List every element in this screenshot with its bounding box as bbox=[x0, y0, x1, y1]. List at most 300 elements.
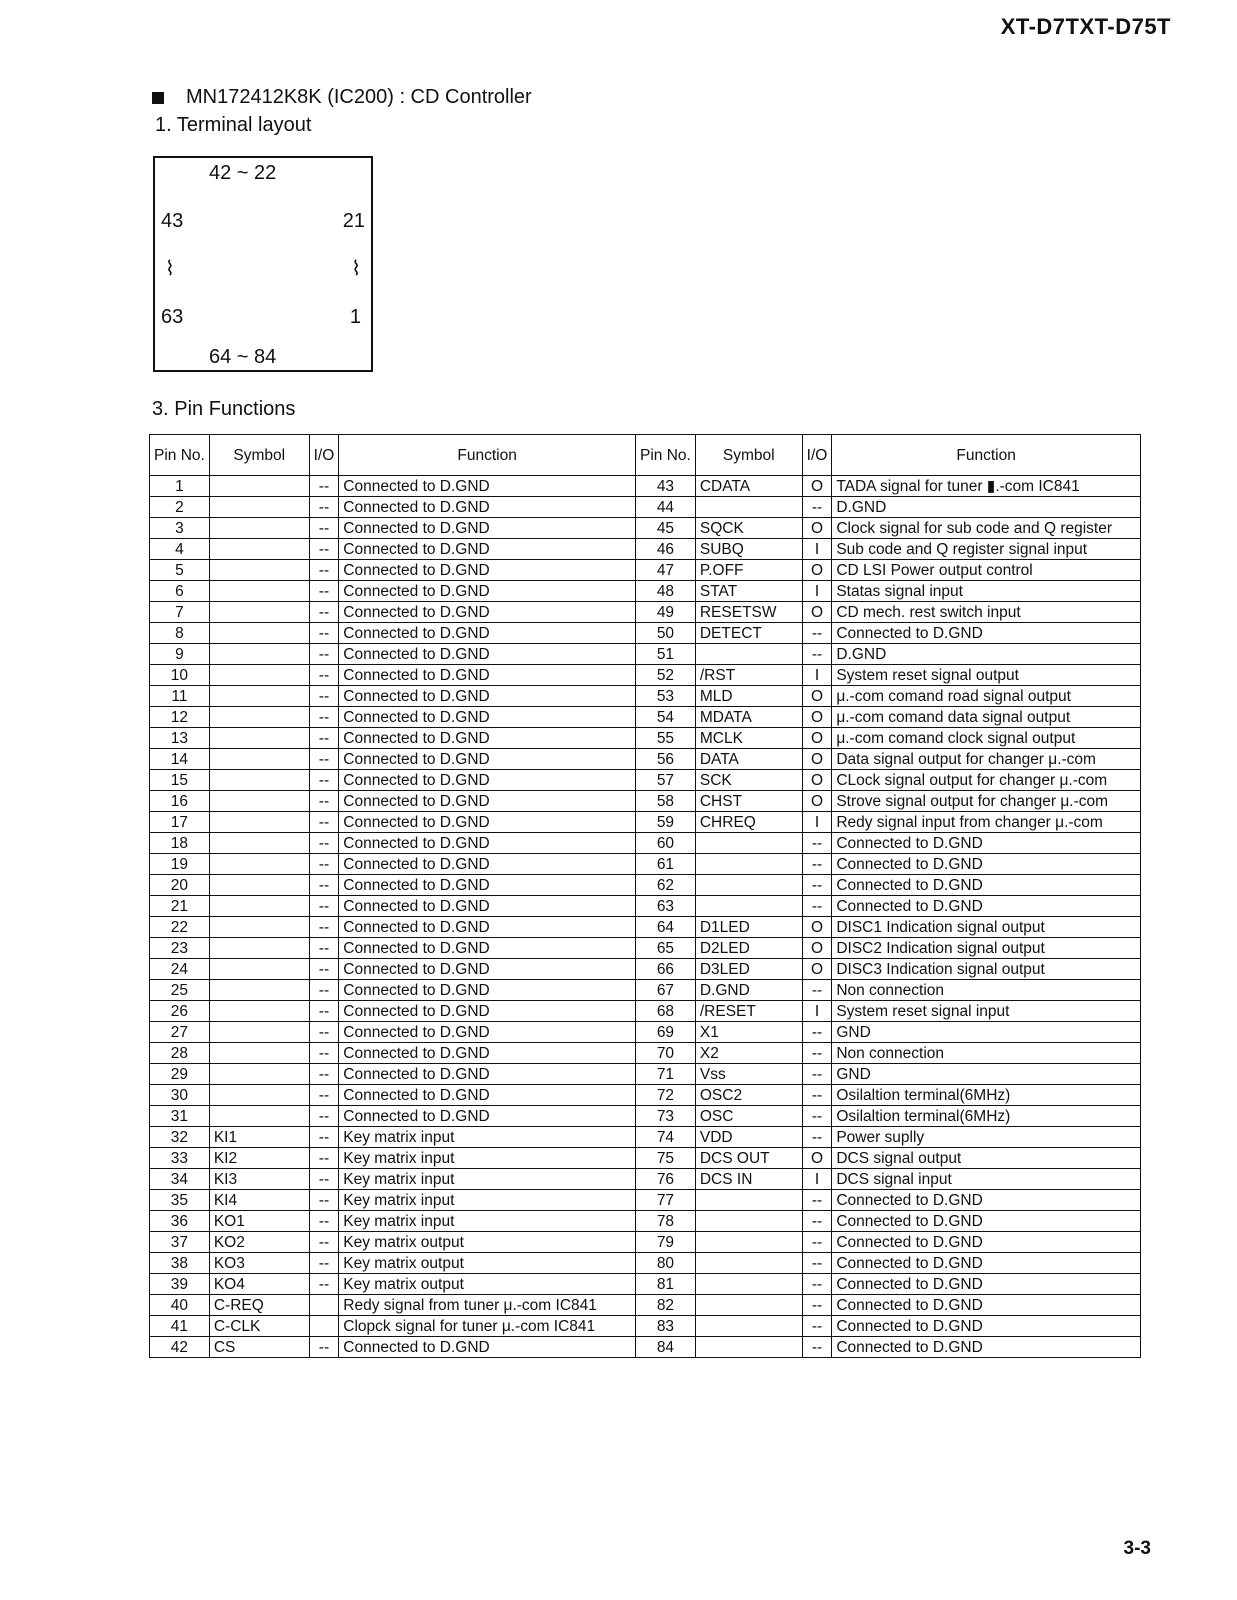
function-cell: Connected to D.GND bbox=[339, 497, 636, 518]
io-cell: O bbox=[802, 686, 832, 707]
pin-number-cell: 72 bbox=[636, 1085, 696, 1106]
pin-number-cell: 6 bbox=[150, 581, 210, 602]
table-row bbox=[150, 749, 1141, 770]
function-cell: Redy signal from tuner μ.-com IC841 bbox=[339, 1295, 636, 1316]
symbol-cell bbox=[695, 1295, 802, 1316]
io-cell: -- bbox=[802, 1064, 832, 1085]
symbol-cell bbox=[695, 854, 802, 875]
io-cell: -- bbox=[309, 1001, 339, 1022]
table-row bbox=[150, 728, 1141, 749]
io-cell: -- bbox=[802, 623, 832, 644]
function-cell: GND bbox=[832, 1022, 1141, 1043]
table-row bbox=[150, 1106, 1141, 1127]
pin-number-cell: 12 bbox=[150, 707, 210, 728]
function-cell: GND bbox=[832, 1064, 1141, 1085]
table-row bbox=[150, 854, 1141, 875]
symbol-cell bbox=[209, 791, 309, 812]
pin-number-cell: 40 bbox=[150, 1295, 210, 1316]
pin-number-cell: 34 bbox=[150, 1169, 210, 1190]
function-cell: Connected to D.GND bbox=[339, 539, 636, 560]
pin-number-cell: 14 bbox=[150, 749, 210, 770]
table-row bbox=[150, 560, 1141, 581]
layout-right-bottom: 1 bbox=[349, 306, 361, 328]
symbol-cell: SQCK bbox=[695, 518, 802, 539]
symbol-cell bbox=[695, 1211, 802, 1232]
header-symbol: Symbol bbox=[209, 435, 309, 476]
io-cell: -- bbox=[802, 875, 832, 896]
table-row bbox=[150, 497, 1141, 518]
io-cell: -- bbox=[802, 896, 832, 917]
pin-number-cell: 9 bbox=[150, 644, 210, 665]
function-cell: Osilaltion terminal(6MHz) bbox=[832, 1085, 1141, 1106]
symbol-cell: Vss bbox=[695, 1064, 802, 1085]
table-row bbox=[150, 917, 1141, 938]
function-cell: Connected to D.GND bbox=[832, 623, 1141, 644]
symbol-cell bbox=[209, 476, 309, 497]
model-title: XT-D7TXT-D75T bbox=[1000, 14, 1171, 39]
symbol-cell bbox=[209, 1106, 309, 1127]
table-row bbox=[150, 476, 1141, 497]
pin-number-cell: 76 bbox=[636, 1169, 696, 1190]
pin-number-cell: 33 bbox=[150, 1148, 210, 1169]
symbol-cell: C-REQ bbox=[209, 1295, 309, 1316]
io-cell: -- bbox=[802, 1106, 832, 1127]
function-cell: TADA signal for tuner ▮.-com IC841 bbox=[832, 476, 1141, 497]
function-cell: Sub code and Q register signal input bbox=[832, 539, 1141, 560]
io-cell: I bbox=[802, 539, 832, 560]
pin-number-cell: 38 bbox=[150, 1253, 210, 1274]
function-cell: Connected to D.GND bbox=[339, 812, 636, 833]
pin-number-cell: 59 bbox=[636, 812, 696, 833]
pin-number-cell: 77 bbox=[636, 1190, 696, 1211]
pin-number-cell: 28 bbox=[150, 1043, 210, 1064]
pin-number-cell: 82 bbox=[636, 1295, 696, 1316]
io-cell: -- bbox=[309, 1085, 339, 1106]
pin-number-cell: 71 bbox=[636, 1064, 696, 1085]
io-cell: -- bbox=[309, 497, 339, 518]
function-cell: Power suplly bbox=[832, 1127, 1141, 1148]
pin-number-cell: 66 bbox=[636, 959, 696, 980]
io-cell: -- bbox=[309, 1274, 339, 1295]
function-cell: Connected to D.GND bbox=[339, 791, 636, 812]
table-row bbox=[150, 602, 1141, 623]
table-row bbox=[150, 665, 1141, 686]
symbol-cell: CS bbox=[209, 1337, 309, 1358]
io-cell: -- bbox=[309, 1232, 339, 1253]
io-cell: -- bbox=[309, 833, 339, 854]
pin-number-cell: 69 bbox=[636, 1022, 696, 1043]
symbol-cell: KI2 bbox=[209, 1148, 309, 1169]
io-cell: -- bbox=[309, 623, 339, 644]
function-cell: Connected to D.GND bbox=[339, 1001, 636, 1022]
function-cell: Data signal output for changer μ.-com bbox=[832, 749, 1141, 770]
io-cell: -- bbox=[309, 1064, 339, 1085]
function-cell: Connected to D.GND bbox=[832, 1337, 1141, 1358]
function-cell: Redy signal input from changer μ.-com bbox=[832, 812, 1141, 833]
symbol-cell: D.GND bbox=[695, 980, 802, 1001]
symbol-cell bbox=[209, 1064, 309, 1085]
symbol-cell: /RST bbox=[695, 665, 802, 686]
io-cell: O bbox=[802, 749, 832, 770]
function-cell: Connected to D.GND bbox=[832, 854, 1141, 875]
symbol-cell bbox=[209, 1022, 309, 1043]
function-cell: Connected to D.GND bbox=[339, 707, 636, 728]
function-cell: Connected to D.GND bbox=[339, 896, 636, 917]
symbol-cell bbox=[209, 1085, 309, 1106]
pin-number-cell: 23 bbox=[150, 938, 210, 959]
io-cell: -- bbox=[309, 665, 339, 686]
pin-number-cell: 57 bbox=[636, 770, 696, 791]
pin-number-cell: 61 bbox=[636, 854, 696, 875]
function-cell: Connected to D.GND bbox=[339, 854, 636, 875]
table-row bbox=[150, 1148, 1141, 1169]
table-row bbox=[150, 791, 1141, 812]
symbol-cell bbox=[695, 1274, 802, 1295]
io-cell: -- bbox=[802, 497, 832, 518]
symbol-cell: KI3 bbox=[209, 1169, 309, 1190]
function-cell: Key matrix input bbox=[339, 1169, 636, 1190]
function-cell: Connected to D.GND bbox=[832, 1295, 1141, 1316]
io-cell: -- bbox=[309, 791, 339, 812]
io-cell: -- bbox=[309, 959, 339, 980]
io-cell: -- bbox=[309, 476, 339, 497]
io-cell: -- bbox=[309, 644, 339, 665]
header-io: I/O bbox=[309, 435, 339, 476]
table-row bbox=[150, 1274, 1141, 1295]
layout-right-ellipsis-icon: ⌇ bbox=[351, 258, 361, 280]
io-cell: -- bbox=[802, 1274, 832, 1295]
io-cell: O bbox=[802, 728, 832, 749]
pin-number-cell: 83 bbox=[636, 1316, 696, 1337]
symbol-cell: DCS IN bbox=[695, 1169, 802, 1190]
table-row bbox=[150, 959, 1141, 980]
function-cell: Connected to D.GND bbox=[832, 875, 1141, 896]
function-cell: Connected to D.GND bbox=[339, 1022, 636, 1043]
io-cell: I bbox=[802, 665, 832, 686]
symbol-cell bbox=[209, 1001, 309, 1022]
symbol-cell: SCK bbox=[695, 770, 802, 791]
table-row bbox=[150, 707, 1141, 728]
header-function: Function bbox=[832, 435, 1141, 476]
function-cell: μ.-com comand data signal output bbox=[832, 707, 1141, 728]
function-cell: System reset signal input bbox=[832, 1001, 1141, 1022]
symbol-cell bbox=[695, 644, 802, 665]
io-cell: -- bbox=[309, 917, 339, 938]
symbol-cell bbox=[209, 602, 309, 623]
header-pin: Pin No. bbox=[150, 435, 210, 476]
symbol-cell bbox=[209, 749, 309, 770]
function-cell: Connected to D.GND bbox=[832, 1274, 1141, 1295]
io-cell: I bbox=[802, 581, 832, 602]
pin-number-cell: 68 bbox=[636, 1001, 696, 1022]
function-cell: D.GND bbox=[832, 644, 1141, 665]
symbol-cell bbox=[209, 518, 309, 539]
function-cell: Connected to D.GND bbox=[339, 980, 636, 1001]
function-cell: Connected to D.GND bbox=[339, 1085, 636, 1106]
pin-number-cell: 15 bbox=[150, 770, 210, 791]
function-cell: Connected to D.GND bbox=[339, 875, 636, 896]
symbol-cell: OSC2 bbox=[695, 1085, 802, 1106]
pin-number-cell: 43 bbox=[636, 476, 696, 497]
symbol-cell: X2 bbox=[695, 1043, 802, 1064]
table-row bbox=[150, 938, 1141, 959]
function-cell: DCS signal output bbox=[832, 1148, 1141, 1169]
pin-number-cell: 19 bbox=[150, 854, 210, 875]
io-cell: I bbox=[802, 1169, 832, 1190]
function-cell: Connected to D.GND bbox=[339, 686, 636, 707]
function-cell: DISC2 Indication signal output bbox=[832, 938, 1141, 959]
table-row bbox=[150, 644, 1141, 665]
function-cell: Connected to D.GND bbox=[339, 665, 636, 686]
function-cell: Key matrix input bbox=[339, 1148, 636, 1169]
table-row bbox=[150, 1169, 1141, 1190]
layout-top-range: 42 ~ 22 bbox=[209, 162, 277, 184]
pin-number-cell: 47 bbox=[636, 560, 696, 581]
io-cell: -- bbox=[802, 1295, 832, 1316]
table-row bbox=[150, 1232, 1141, 1253]
io-cell: -- bbox=[802, 833, 832, 854]
symbol-cell: KO2 bbox=[209, 1232, 309, 1253]
table-row bbox=[150, 1085, 1141, 1106]
pin-number-cell: 30 bbox=[150, 1085, 210, 1106]
symbol-cell: D3LED bbox=[695, 959, 802, 980]
symbol-cell: DCS OUT bbox=[695, 1148, 802, 1169]
header-symbol: Symbol bbox=[695, 435, 802, 476]
io-cell: -- bbox=[309, 1106, 339, 1127]
io-cell: -- bbox=[309, 707, 339, 728]
function-cell: Connected to D.GND bbox=[339, 518, 636, 539]
io-cell: O bbox=[802, 707, 832, 728]
pin-number-cell: 78 bbox=[636, 1211, 696, 1232]
io-cell: -- bbox=[802, 1253, 832, 1274]
symbol-cell bbox=[209, 665, 309, 686]
symbol-cell bbox=[695, 1190, 802, 1211]
pin-number-cell: 42 bbox=[150, 1337, 210, 1358]
function-cell: Key matrix output bbox=[339, 1274, 636, 1295]
function-cell: CLock signal output for changer μ.-com bbox=[832, 770, 1141, 791]
function-cell: Non connection bbox=[832, 1043, 1141, 1064]
function-cell: CD mech. rest switch input bbox=[832, 602, 1141, 623]
symbol-cell bbox=[209, 980, 309, 1001]
symbol-cell bbox=[209, 854, 309, 875]
symbol-cell bbox=[209, 917, 309, 938]
function-cell: Connected to D.GND bbox=[339, 938, 636, 959]
symbol-cell: DETECT bbox=[695, 623, 802, 644]
pin-number-cell: 4 bbox=[150, 539, 210, 560]
table-header-row bbox=[150, 435, 1141, 476]
table-row bbox=[150, 1127, 1141, 1148]
io-cell: -- bbox=[309, 560, 339, 581]
function-cell: Connected to D.GND bbox=[339, 560, 636, 581]
pin-number-cell: 74 bbox=[636, 1127, 696, 1148]
pin-number-cell: 73 bbox=[636, 1106, 696, 1127]
pin-number-cell: 80 bbox=[636, 1253, 696, 1274]
io-cell: -- bbox=[802, 1232, 832, 1253]
table-row bbox=[150, 1211, 1141, 1232]
symbol-cell: D2LED bbox=[695, 938, 802, 959]
pin-number-cell: 8 bbox=[150, 623, 210, 644]
pin-number-cell: 54 bbox=[636, 707, 696, 728]
table-row bbox=[150, 518, 1141, 539]
pin-number-cell: 26 bbox=[150, 1001, 210, 1022]
symbol-cell: STAT bbox=[695, 581, 802, 602]
symbol-cell bbox=[209, 560, 309, 581]
symbol-cell: /RESET bbox=[695, 1001, 802, 1022]
pin-number-cell: 44 bbox=[636, 497, 696, 518]
io-cell: O bbox=[802, 770, 832, 791]
symbol-cell: KI1 bbox=[209, 1127, 309, 1148]
function-cell: Connected to D.GND bbox=[832, 833, 1141, 854]
table-row bbox=[150, 875, 1141, 896]
io-cell: -- bbox=[309, 1169, 339, 1190]
symbol-cell: OSC bbox=[695, 1106, 802, 1127]
section-title: MN172412K8K (IC200) : CD Controller bbox=[186, 86, 532, 108]
symbol-cell bbox=[209, 728, 309, 749]
layout-left-ellipsis-icon: ⌇ bbox=[165, 258, 175, 280]
io-cell: -- bbox=[802, 980, 832, 1001]
function-cell: Key matrix input bbox=[339, 1190, 636, 1211]
io-cell: -- bbox=[802, 644, 832, 665]
symbol-cell bbox=[209, 581, 309, 602]
pin-number-cell: 1 bbox=[150, 476, 210, 497]
square-bullet-icon bbox=[152, 92, 164, 104]
symbol-cell bbox=[695, 1253, 802, 1274]
pin-number-cell: 16 bbox=[150, 791, 210, 812]
table-row bbox=[150, 1001, 1141, 1022]
symbol-cell: MLD bbox=[695, 686, 802, 707]
pin-number-cell: 46 bbox=[636, 539, 696, 560]
pin-number-cell: 53 bbox=[636, 686, 696, 707]
symbol-cell: KO3 bbox=[209, 1253, 309, 1274]
pin-number-cell: 70 bbox=[636, 1043, 696, 1064]
io-cell: -- bbox=[309, 1127, 339, 1148]
table-row bbox=[150, 581, 1141, 602]
table-row bbox=[150, 770, 1141, 791]
io-cell: O bbox=[802, 917, 832, 938]
table-row bbox=[150, 1253, 1141, 1274]
function-cell: DISC3 Indication signal output bbox=[832, 959, 1141, 980]
pin-number-cell: 29 bbox=[150, 1064, 210, 1085]
pin-number-cell: 75 bbox=[636, 1148, 696, 1169]
pin-number-cell: 52 bbox=[636, 665, 696, 686]
pin-number-cell: 41 bbox=[150, 1316, 210, 1337]
function-cell: Connected to D.GND bbox=[339, 917, 636, 938]
function-cell: Connected to D.GND bbox=[832, 1253, 1141, 1274]
symbol-cell: X1 bbox=[695, 1022, 802, 1043]
symbol-cell: P.OFF bbox=[695, 560, 802, 581]
function-cell: Connected to D.GND bbox=[339, 833, 636, 854]
pin-number-cell: 10 bbox=[150, 665, 210, 686]
function-cell: CD LSI Power output control bbox=[832, 560, 1141, 581]
io-cell: -- bbox=[309, 539, 339, 560]
io-cell: -- bbox=[309, 1148, 339, 1169]
pin-number-cell: 31 bbox=[150, 1106, 210, 1127]
pin-number-cell: 32 bbox=[150, 1127, 210, 1148]
function-cell: DISC1 Indication signal output bbox=[832, 917, 1141, 938]
table-row bbox=[150, 812, 1141, 833]
table-row bbox=[150, 896, 1141, 917]
io-cell: -- bbox=[802, 1043, 832, 1064]
symbol-cell: KO4 bbox=[209, 1274, 309, 1295]
symbol-cell bbox=[209, 497, 309, 518]
table-row bbox=[150, 1043, 1141, 1064]
function-cell: Clopck signal for tuner μ.-com IC841 bbox=[339, 1316, 636, 1337]
table-row bbox=[150, 623, 1141, 644]
pin-number-cell: 27 bbox=[150, 1022, 210, 1043]
layout-left-top: 43 bbox=[161, 210, 184, 232]
pin-number-cell: 39 bbox=[150, 1274, 210, 1295]
pin-number-cell: 18 bbox=[150, 833, 210, 854]
symbol-cell bbox=[695, 497, 802, 518]
symbol-cell: CHST bbox=[695, 791, 802, 812]
io-cell: -- bbox=[309, 1043, 339, 1064]
function-cell: Key matrix input bbox=[339, 1127, 636, 1148]
io-cell: -- bbox=[309, 728, 339, 749]
io-cell bbox=[309, 1295, 339, 1316]
symbol-cell bbox=[695, 896, 802, 917]
pin-number-cell: 50 bbox=[636, 623, 696, 644]
pin-number-cell: 63 bbox=[636, 896, 696, 917]
io-cell: O bbox=[802, 518, 832, 539]
table-row bbox=[150, 1316, 1141, 1337]
pin-number-cell: 84 bbox=[636, 1337, 696, 1358]
symbol-cell bbox=[695, 1316, 802, 1337]
io-cell: -- bbox=[802, 1337, 832, 1358]
pin-number-cell: 79 bbox=[636, 1232, 696, 1253]
function-cell: Connected to D.GND bbox=[832, 1190, 1141, 1211]
io-cell: -- bbox=[309, 1211, 339, 1232]
pin-number-cell: 11 bbox=[150, 686, 210, 707]
io-cell: I bbox=[802, 1001, 832, 1022]
symbol-cell bbox=[209, 896, 309, 917]
header-function: Function bbox=[339, 435, 636, 476]
io-cell: O bbox=[802, 959, 832, 980]
io-cell: O bbox=[802, 476, 832, 497]
function-cell: μ.-com comand clock signal output bbox=[832, 728, 1141, 749]
function-cell: Key matrix input bbox=[339, 1211, 636, 1232]
table-row bbox=[150, 1064, 1141, 1085]
pin-number-cell: 3 bbox=[150, 518, 210, 539]
page-number: 3-3 bbox=[1123, 1538, 1151, 1559]
table-row bbox=[150, 1022, 1141, 1043]
pin-number-cell: 56 bbox=[636, 749, 696, 770]
io-cell: -- bbox=[802, 1316, 832, 1337]
pin-number-cell: 58 bbox=[636, 791, 696, 812]
pin-number-cell: 65 bbox=[636, 938, 696, 959]
io-cell: -- bbox=[802, 1022, 832, 1043]
terminal-layout-title: 1. Terminal layout bbox=[155, 114, 312, 136]
table-row bbox=[150, 1190, 1141, 1211]
function-cell: Connected to D.GND bbox=[339, 644, 636, 665]
function-cell: Connected to D.GND bbox=[339, 623, 636, 644]
function-cell: Connected to D.GND bbox=[339, 1106, 636, 1127]
symbol-cell bbox=[695, 1232, 802, 1253]
symbol-cell bbox=[209, 686, 309, 707]
function-cell: Connected to D.GND bbox=[339, 476, 636, 497]
symbol-cell: SUBQ bbox=[695, 539, 802, 560]
pin-number-cell: 17 bbox=[150, 812, 210, 833]
symbol-cell bbox=[209, 833, 309, 854]
function-cell: Connected to D.GND bbox=[339, 770, 636, 791]
pin-functions-table bbox=[149, 434, 1141, 1358]
table-row bbox=[150, 980, 1141, 1001]
symbol-cell: KI4 bbox=[209, 1190, 309, 1211]
pin-number-cell: 62 bbox=[636, 875, 696, 896]
io-cell: -- bbox=[309, 1337, 339, 1358]
io-cell: -- bbox=[309, 581, 339, 602]
function-cell: Connected to D.GND bbox=[339, 1337, 636, 1358]
symbol-cell: RESETSW bbox=[695, 602, 802, 623]
